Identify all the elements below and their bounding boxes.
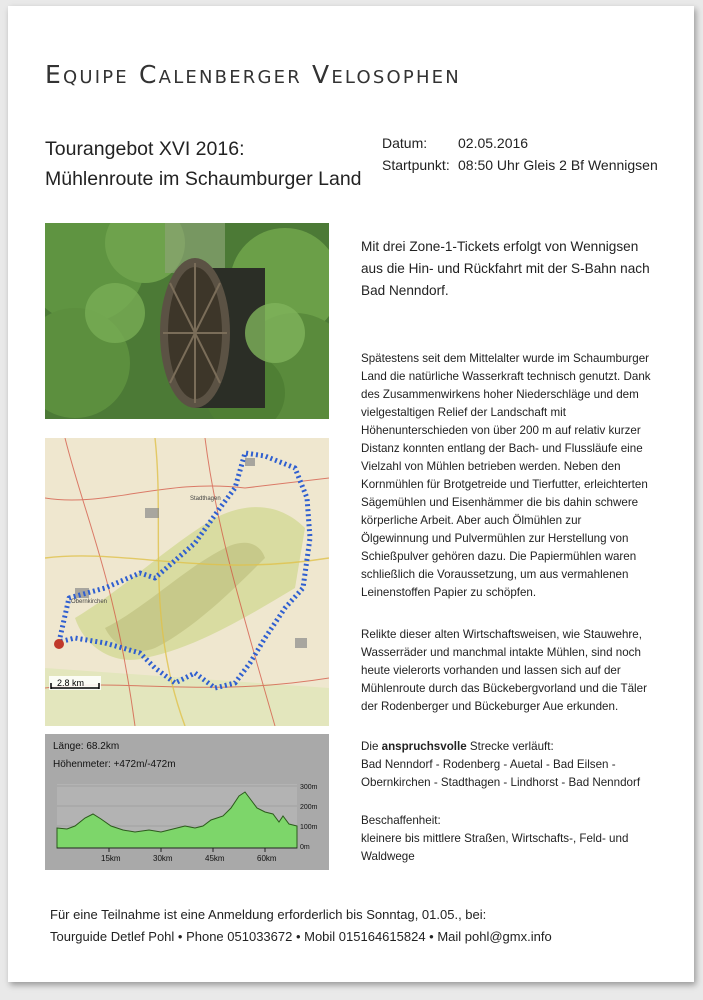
surface-label: Beschaffenheit: [361,814,441,827]
intro-text: Mit drei Zone-1-Tickets erfolgt von Wennigsen aus die Hin- und Rückfahrt mit der S-Bahn nach Bad Nenndorf. [361,239,650,298]
map-scale-label: 2.8 km [57,678,85,688]
registration-note: Für eine Teilnahme ist eine Anmeldung erforderlich bis Sonntag, 01.05., bei: [50,907,487,922]
map-place-stadthagen: Stadthagen [190,496,221,502]
date-row [382,132,658,154]
club-name: Equipe Calenberger Velosophen [45,60,461,89]
route-suffix: Strecke verläuft: [466,740,554,753]
contact-line: Tourguide Detlef Pohl • Phone 051033672 • Mobil 015164615824 • Mail pohl@gmx.info [50,929,552,944]
profile-ytick-0: 0m [300,844,310,851]
registration-footer [50,904,552,948]
start-row [382,154,658,176]
profile-length: Länge: 68.2km [53,741,120,752]
elevation-profile [45,734,329,870]
history-paragraph: Spätestens seit dem Mittelalter wurde im Schaumburger Land die natürliche Wasserkraft technisch genutzt. Dank des Zusammenwirkens hoher Niederschläge und dem vielgestaltigen Relief der Landschaft mit Höhenunterschieden von über 200 m auf relativ kurzer Distanz konnten entlang der Bach- und Flussläufe eine Vielzahl von Mühlen betrieben werden. Neben den Kornmühlen für Brotgetreide und Tierfutter, erleichterten Sägemühlen und Eisenhämmer die bis dahin schwere körperliche Arbeit. Aber auch Ölmühlen zur Ölgewinnung und Pulvermühlen zur Herstellung von Schießpulver gehören dazu. Die Papiermühlen waren schließlich die Voraussetzung, um aus vermahlenen Leinenstoffen Papier zu schöpfen. [361,352,651,599]
profile-xtick-60: 60km [257,854,277,863]
tour-title-line1: Tourangebot XVI 2016: [45,138,245,160]
start-value: 08:50 Uhr Gleis 2 Bf Wennigsen [458,157,658,173]
tour-meta [382,132,658,176]
surface-description [361,812,651,866]
profile-ytick-200: 200m [300,804,318,811]
tour-title-line2: Mühlenroute im Schaumburger Land [45,168,362,190]
date-value: 02.05.2016 [458,135,529,151]
profile-xtick-45: 45km [205,854,225,863]
route-map [45,438,329,726]
watermill-photo [45,223,329,419]
profile-xtick-15: 15km [101,854,121,863]
route-prefix: Die [361,740,382,753]
profile-ytick-100: 100m [300,824,318,831]
map-place-obernkirchen: Obernkirchen [71,599,108,605]
start-label: Startpunkt: [382,157,450,173]
route-difficulty: anspruchsvolle [381,740,467,753]
profile-ytick-300: 300m [300,784,318,791]
surface-value: kleinere bis mittlere Straßen, Wirtschafts-, Feld- und Waldwege [361,832,629,863]
route-stops: Bad Nenndorf - Rodenberg - Auetal - Bad Eilsen - Obernkirchen - Stadthagen - Lindhorst - Bad Nenndorf [361,758,641,789]
relics-paragraph: Relikte dieser alten Wirtschaftsweisen, wie Stauwehre, Wasserräder und manchmal intakte Mühlen, sind noch heute vielerorts vorhanden und lassen sich auf der Mühlenroute durch das Bückebergvorland und die Täler der Rodenberger und Bückeburger Aue erkunden. [361,628,647,713]
date-label: Datum: [382,135,428,151]
profile-elevation: Höhenmeter: +472m/-472m [53,759,176,770]
route-heading [361,738,651,756]
route-description [361,738,651,792]
tour-title [45,134,362,194]
profile-xtick-30: 30km [153,854,173,863]
